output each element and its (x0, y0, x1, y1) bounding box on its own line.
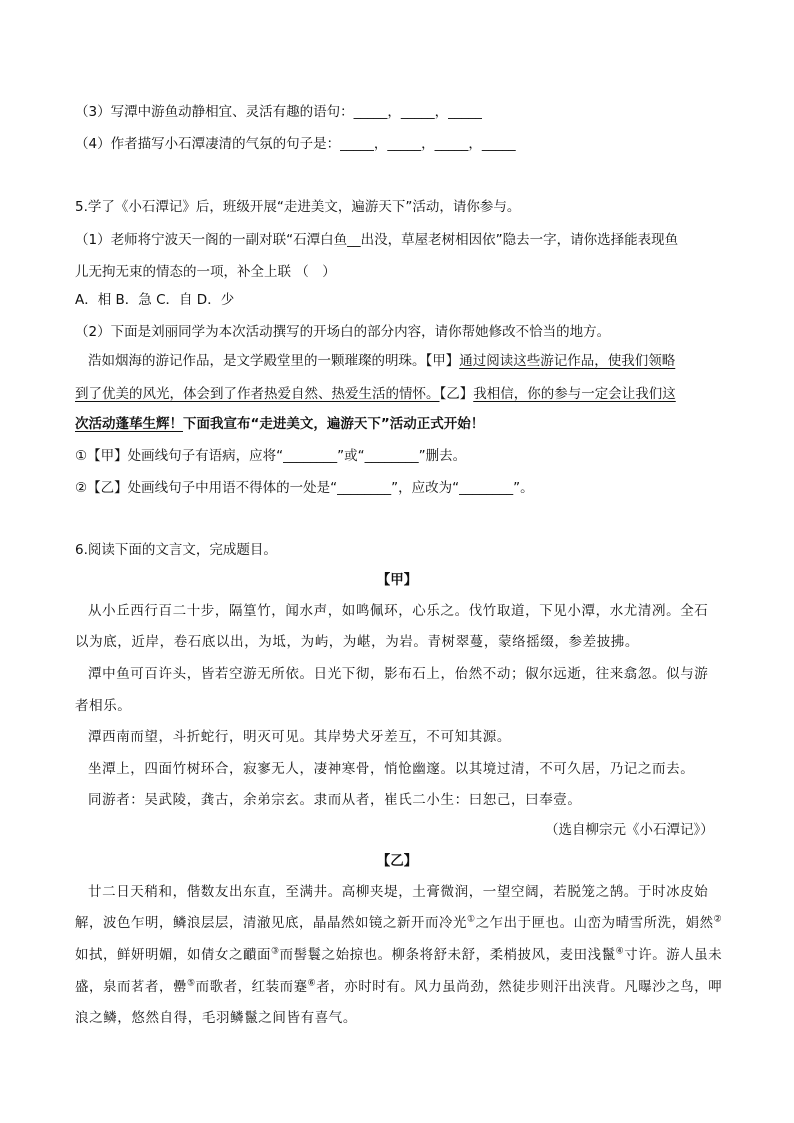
footnote-5: ⑤ (187, 978, 196, 989)
jia-line-4: 者相乐。 (75, 698, 132, 714)
underlined-sentence-jia-cont: 到了优美的风光，体会到了作者热爱自然、热爱生活的情怀。 (75, 386, 440, 402)
q5-sub1-line1: （1）老师将宁波天一阁的一副对联“石潭白鱼__出没，草屋老树相因依”隐去一字，请你选择能表现鱼 (75, 232, 679, 248)
q5-passage-line-2: 到了优美的风光，体会到了作者热爱自然、热爱生活的情怀。【乙】我相信，你的参与一定会让我们这 (75, 386, 676, 402)
underlined-sentence-jia: 通过阅读这些游记作品，使我们领略 (459, 353, 676, 369)
footnote-1: ① (467, 914, 476, 925)
q5-blank-2: ②【乙】处画线句子中用语不得体的一处是“________”，应改为“________”。 (75, 480, 534, 496)
jia-line-5: 潭西南而望，斗折蛇行，明灭可见。其岸势犬牙差互，不可知其源。 (88, 729, 511, 745)
jia-line-6: 坐潭上，四面竹树环合，寂寥无人，凄神寒骨，悄怆幽邃。以其境过清，不可久居，乃记之而去。 (88, 761, 695, 777)
footnote-6: ⑥ (307, 978, 317, 989)
q6-stem: 6.阅读下面的文言文，完成题目。 (75, 542, 277, 558)
q4-item-4: （4）作者描写小石潭凄清的气氛的句子是：_____，_____，_____，_____ (75, 136, 516, 152)
q5-passage-line-1: 浩如烟海的游记作品，是文学殿堂里的一颗璀璨的明珠。【甲】通过阅读这些游记作品，使我们领略 (88, 353, 676, 369)
jia-source: （选自柳宗元《小石潭记》） (545, 822, 714, 838)
underlined-sentence-yi: 我相信，你的参与一定会让我们这 (473, 386, 676, 402)
jia-line-3: 潭中鱼可百许头，皆若空游无所依。日光下彻，影布石上，佁然不动；俶尔远逝，往来翕忽。似与游 (88, 666, 709, 682)
yi-line-1: 廿二日天稍和，偕数友出东直，至满井。高柳夹堤，土膏微润，一望空阔，若脱笼之鹄。于时冰皮始 (88, 884, 709, 900)
passage-yi-heading: 【乙】 (376, 853, 418, 869)
q5-stem: 5.学了《小石潭记》后，班级开展“走进美文，遍游天下”活动，请你参与。 (75, 199, 521, 215)
passage-jia-heading: 【甲】 (376, 572, 418, 588)
jia-line-7: 同游者：吴武陵，龚古，余弟宗玄。隶而从者，崔氏二小生：曰恕己，曰奉壹。 (88, 792, 582, 808)
q5-sub2: （2）下面是刘丽同学为本次活动撰写的开场白的部分内容，请你帮她修改不恰当的地方。 (75, 324, 611, 340)
footnote-3: ③ (271, 946, 280, 957)
yi-line-5: 浪之鳞，悠然自得，毛羽鳞鬣之间皆有喜气。 (75, 1010, 357, 1026)
q5-passage-line-3: 次活动蓬荜生辉！下面我宣布“走进美文，遍游天下”活动正式开始！ (75, 416, 485, 432)
footnote-4: ④ (615, 946, 625, 957)
underlined-sentence-yi-cont: 次活动蓬荜生辉！ (75, 416, 183, 432)
q5-sub1-line2: 儿无拘无束的情态的一项，补全上联 （ ） (75, 264, 336, 280)
q5-options: A．相 B．急 C．自 D．少 (75, 292, 235, 308)
yi-line-2: 解，波色乍明，鳞浪层层，清澈见底，晶晶然如镜之新开而冷光①之乍出于匣也。山峦为晴雪所洗，娟然② (75, 914, 723, 931)
q5-blank-1: ①【甲】处画线句子有语病，应将“________”或“________”删去。 (75, 448, 467, 464)
q4-item-3: （3）写潭中游鱼动静相宜、灵活有趣的语句：_____，_____，_____ (75, 104, 482, 120)
jia-line-2: 以为底，近岸，卷石底以出，为坻，为屿，为嵁，为岩。青树翠蔓，蒙络摇缀，参差披拂。 (75, 634, 639, 650)
yi-line-4: 盛，泉而茗者，罍⑤而歌者，红装而蹇⑥者，亦时时有。风力虽尚劲，然徒步则汗出浃背。凡曝沙之鸟，呷 (75, 978, 723, 995)
footnote-2: ② (713, 914, 723, 925)
yi-line-3: 如拭，鲜妍明媚，如倩女之靧面③而髻鬟之始掠也。柳条将舒未舒，柔梢披风，麦田浅鬣④寸许。游人虽未 (75, 946, 723, 963)
jia-line-1: 从小丘西行百二十步，隔篁竹，闻水声，如鸣佩环，心乐之。伐竹取道，下见小潭，水尤清冽。全石 (88, 603, 709, 619)
